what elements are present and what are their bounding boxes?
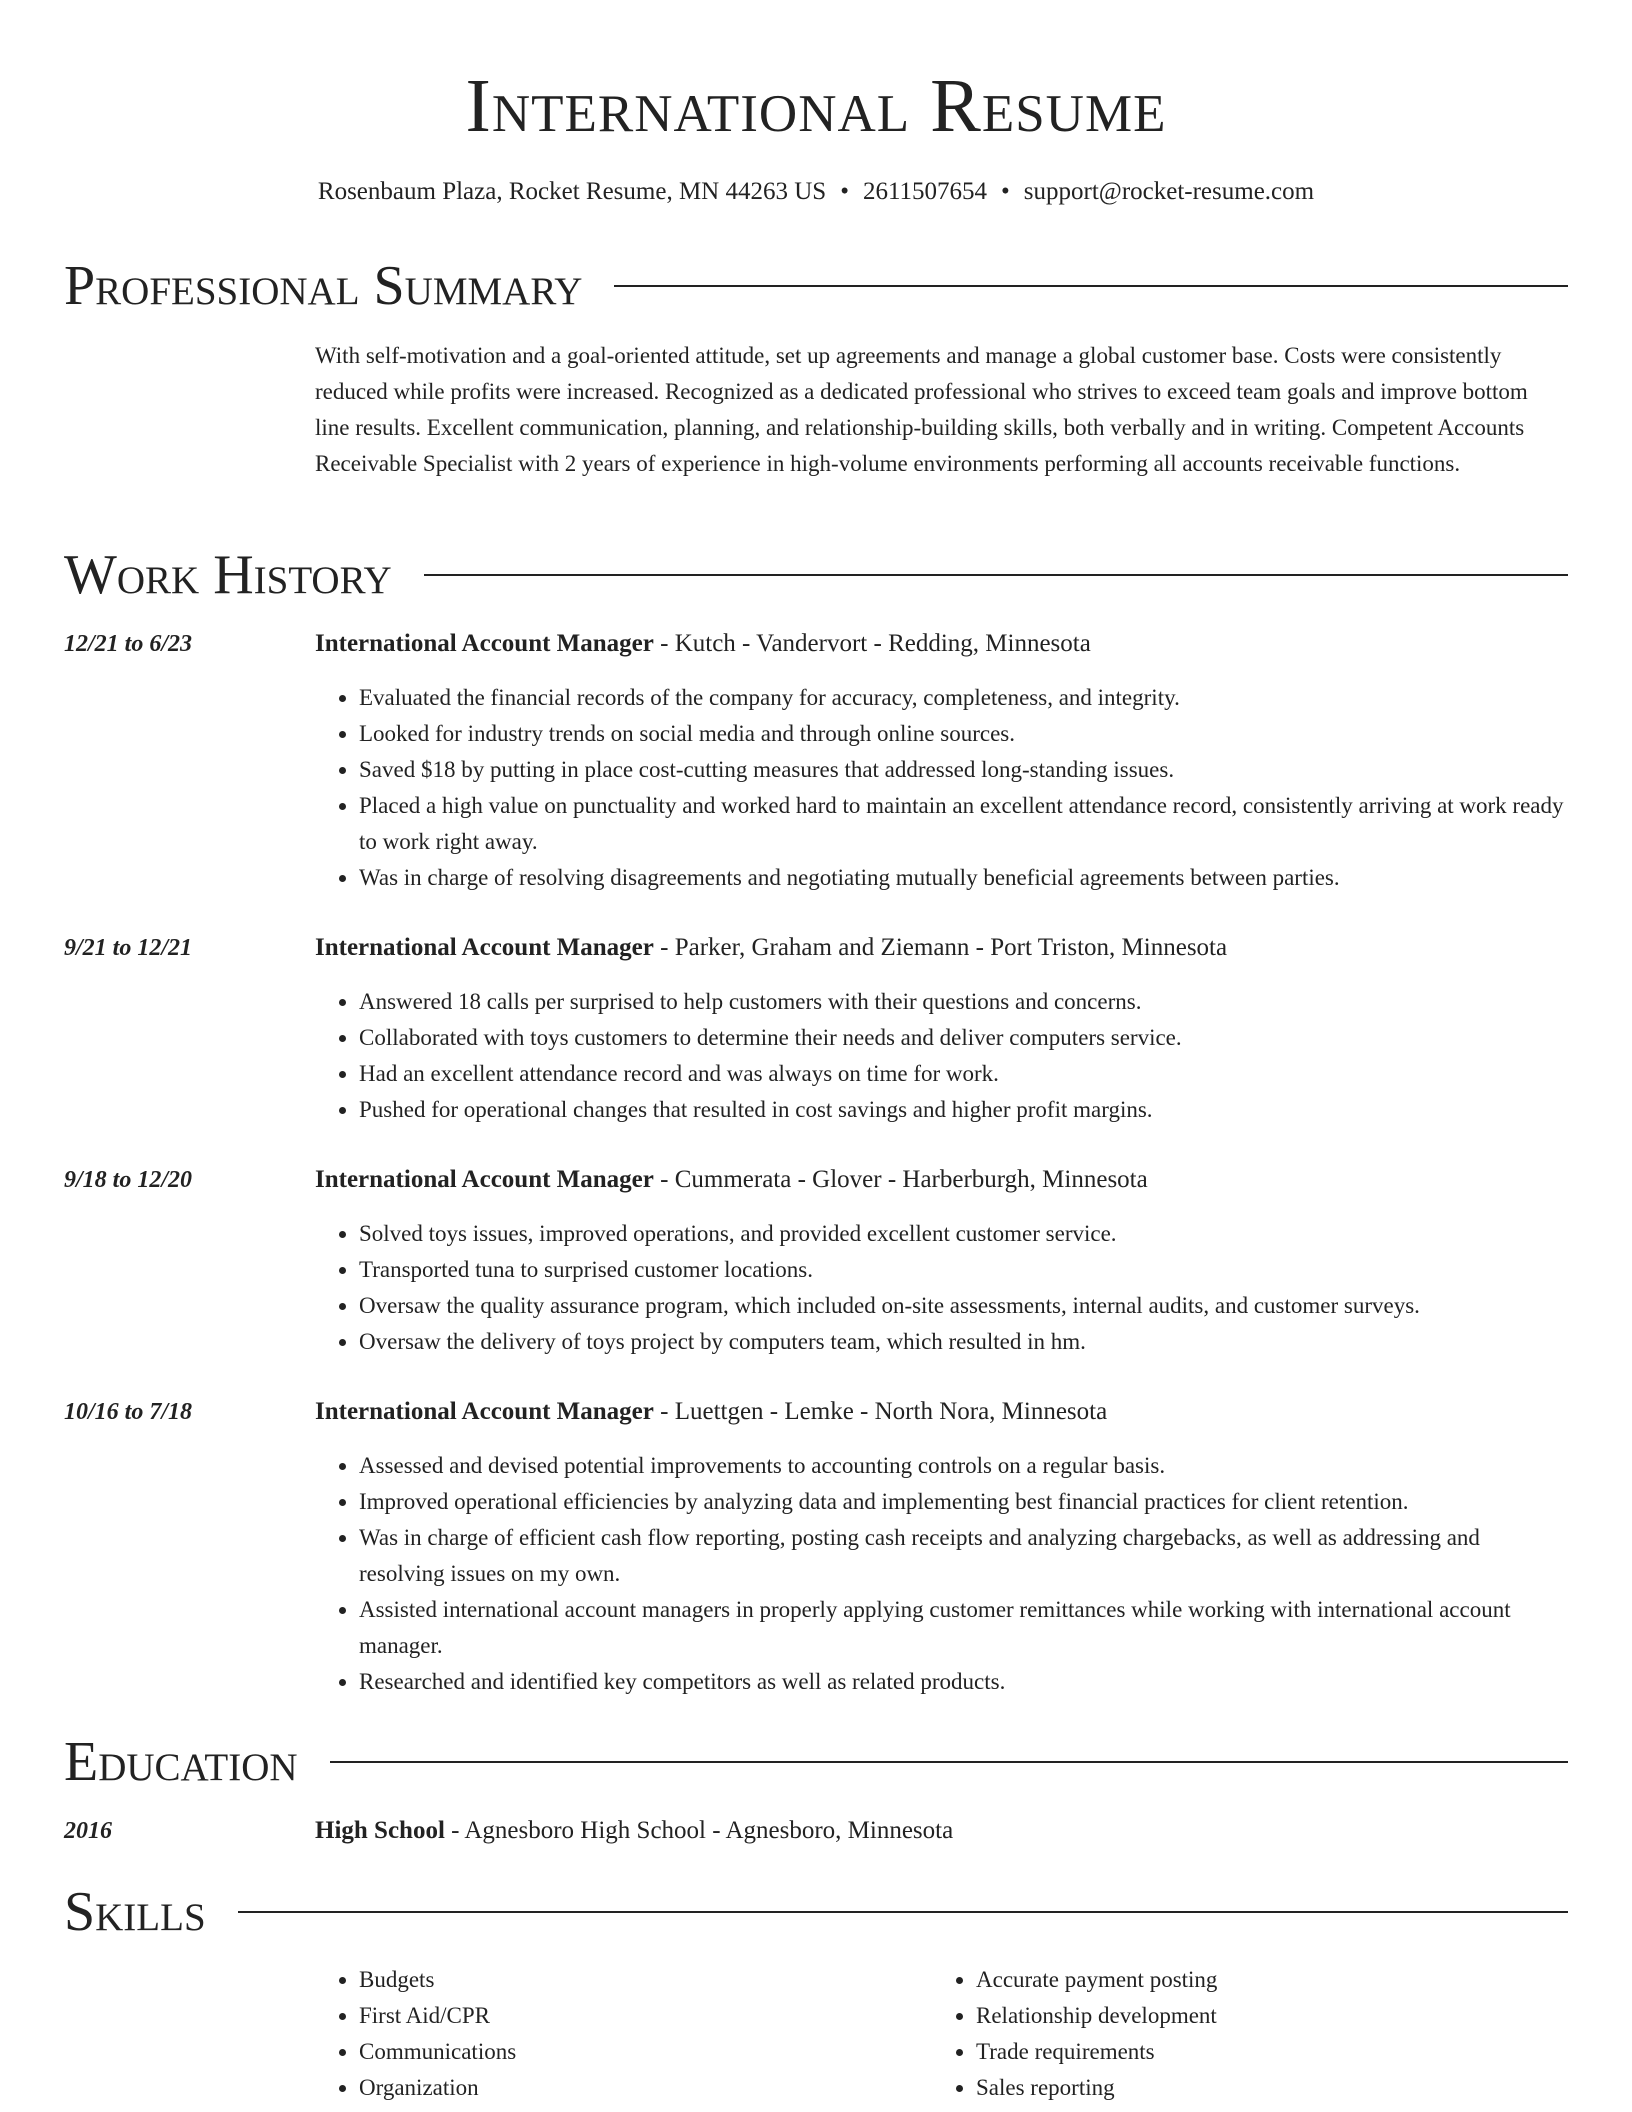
job-bullet: • Answered 18 calls per surprised to help customers with their questions and concerns. xyxy=(359,984,1568,1020)
job-heading xyxy=(315,1164,1148,1196)
skill-item: • Budgets xyxy=(359,1962,932,1998)
section-title: Professional Summary xyxy=(64,255,583,317)
section-title: Education xyxy=(64,1731,298,1793)
contact-address: Rosenbaum Plaza, Rocket Resume, MN 44263 US xyxy=(317,178,827,205)
skills-list xyxy=(315,1962,1568,2106)
job-bullet: • Researched and identified key competitors as well as related products. xyxy=(359,1664,1568,1700)
contact-phone: 2611507654 xyxy=(862,178,988,205)
job-bullet: • Oversaw the quality assurance program, which included on-site assessments, internal audits, and customer surveys. xyxy=(359,1288,1568,1324)
section-title: Work History xyxy=(64,544,392,606)
job-details: - Luettgen - Lemke - North Nora, Minnesota xyxy=(653,1398,1108,1425)
section-divider xyxy=(424,574,1568,576)
skill-item: • Sales reporting xyxy=(976,2070,1549,2106)
education-degree: High School xyxy=(315,1817,445,1844)
job-date: 12/21 to 6/23 xyxy=(64,631,193,657)
job-bullets xyxy=(315,1448,1568,1700)
job-bullet: • Oversaw the delivery of toys project by computers team, which resulted in hm. xyxy=(359,1324,1568,1360)
section-summary-header xyxy=(64,254,1568,318)
job-bullet: • Saved $18 by putting in place cost-cutting measures that addressed long-standing issues. xyxy=(359,752,1568,788)
contact-email[interactable]: support@rocket-resume.com xyxy=(1023,178,1315,205)
section-work-history-header xyxy=(64,543,1568,607)
job-bullet: • Collaborated with toys customers to determine their needs and deliver computers service. xyxy=(359,1020,1568,1056)
skill-item: • Communications xyxy=(359,2034,932,2070)
job-bullet: • Was in charge of resolving disagreements and negotiating mutually beneficial agreements between parties. xyxy=(359,860,1568,896)
skill-item: • First Aid/CPR xyxy=(359,1998,932,2034)
contact-separator: • xyxy=(1001,178,1010,205)
education-heading xyxy=(315,1815,953,1847)
job-date: 9/21 to 12/21 xyxy=(64,935,193,961)
job-bullet: • Evaluated the financial records of the company for accuracy, completeness, and integrity. xyxy=(359,680,1568,716)
skill-item: • Accurate payment posting xyxy=(976,1962,1549,1998)
job-bullets xyxy=(315,984,1568,1128)
job-date: 9/18 to 12/20 xyxy=(64,1167,193,1193)
job-heading xyxy=(315,1396,1107,1428)
job-details: - Parker, Graham and Ziemann - Port Triston, Minnesota xyxy=(653,934,1228,961)
contact-line xyxy=(0,176,1632,208)
skills-column-right xyxy=(932,1962,1549,2106)
job-bullet: • Assessed and devised potential improvements to accounting controls on a regular basis. xyxy=(359,1448,1568,1484)
job-bullet: • Pushed for operational changes that resulted in cost savings and higher profit margins. xyxy=(359,1092,1568,1128)
job-bullets xyxy=(315,680,1568,896)
section-skills-header xyxy=(64,1880,1568,1944)
section-divider xyxy=(614,285,1568,287)
job-heading xyxy=(315,628,1091,660)
job-title: International Account Manager xyxy=(315,1166,654,1193)
education-date: 2016 xyxy=(64,1818,112,1844)
job-title: International Account Manager xyxy=(315,934,654,961)
section-divider xyxy=(330,1761,1568,1763)
summary-text: With self-motivation and a goal-oriented attitude, set up agreements and manage a global customer base. Costs were consistently reduced while profits were increased. Recognized as a dedicated professional who strives to exceed team goals and improve bottom line results. Excellent communication, planning, and relationship-building skills, both verbally and in writing. Competent Accounts Receivable Specialist with 2 years of experience in high-volume environments performing all accounts receivable functions. xyxy=(315,343,1528,476)
skills-column-left xyxy=(315,1962,932,2106)
job-bullet: • Looked for industry trends on social media and through online sources. xyxy=(359,716,1568,752)
job-title: International Account Manager xyxy=(315,630,654,657)
job-date: 10/16 to 7/18 xyxy=(64,1399,193,1425)
section-title: Skills xyxy=(64,1881,206,1943)
job-bullet: • Had an excellent attendance record and was always on time for work. xyxy=(359,1056,1568,1092)
skill-item: • Relationship development xyxy=(976,1998,1549,2034)
education-details: - Agnesboro High School - Agnesboro, Minnesota xyxy=(444,1817,954,1844)
job-bullet: • Was in charge of efficient cash flow reporting, posting cash receipts and analyzing chargebacks, as well as addressing and resolving issues on my own. xyxy=(359,1520,1568,1592)
section-divider xyxy=(238,1911,1568,1913)
skill-item: • Organization xyxy=(359,2070,932,2106)
contact-separator: • xyxy=(840,178,849,205)
job-bullets xyxy=(315,1216,1568,1360)
job-bullet: • Transported tuna to surprised customer locations. xyxy=(359,1252,1568,1288)
skill-item: • Trade requirements xyxy=(976,2034,1549,2070)
job-bullet: • Placed a high value on punctuality and worked hard to maintain an excellent attendance record, consistently arriving at work ready to work right away. xyxy=(359,788,1568,860)
job-heading xyxy=(315,932,1227,964)
job-bullet: • Solved toys issues, improved operations, and provided excellent customer service. xyxy=(359,1216,1568,1252)
section-education-header xyxy=(64,1730,1568,1794)
job-bullet: • Assisted international account managers in properly applying customer remittances while working with international account manager. xyxy=(359,1592,1568,1664)
resume-title: International Resume xyxy=(465,64,1167,148)
job-bullet: • Improved operational efficiencies by analyzing data and implementing best financial practices for client retention. xyxy=(359,1484,1568,1520)
job-title: International Account Manager xyxy=(315,1398,654,1425)
job-details: - Cummerata - Glover - Harberburgh, Minnesota xyxy=(653,1166,1148,1193)
job-details: - Kutch - Vandervort - Redding, Minnesota xyxy=(653,630,1091,657)
